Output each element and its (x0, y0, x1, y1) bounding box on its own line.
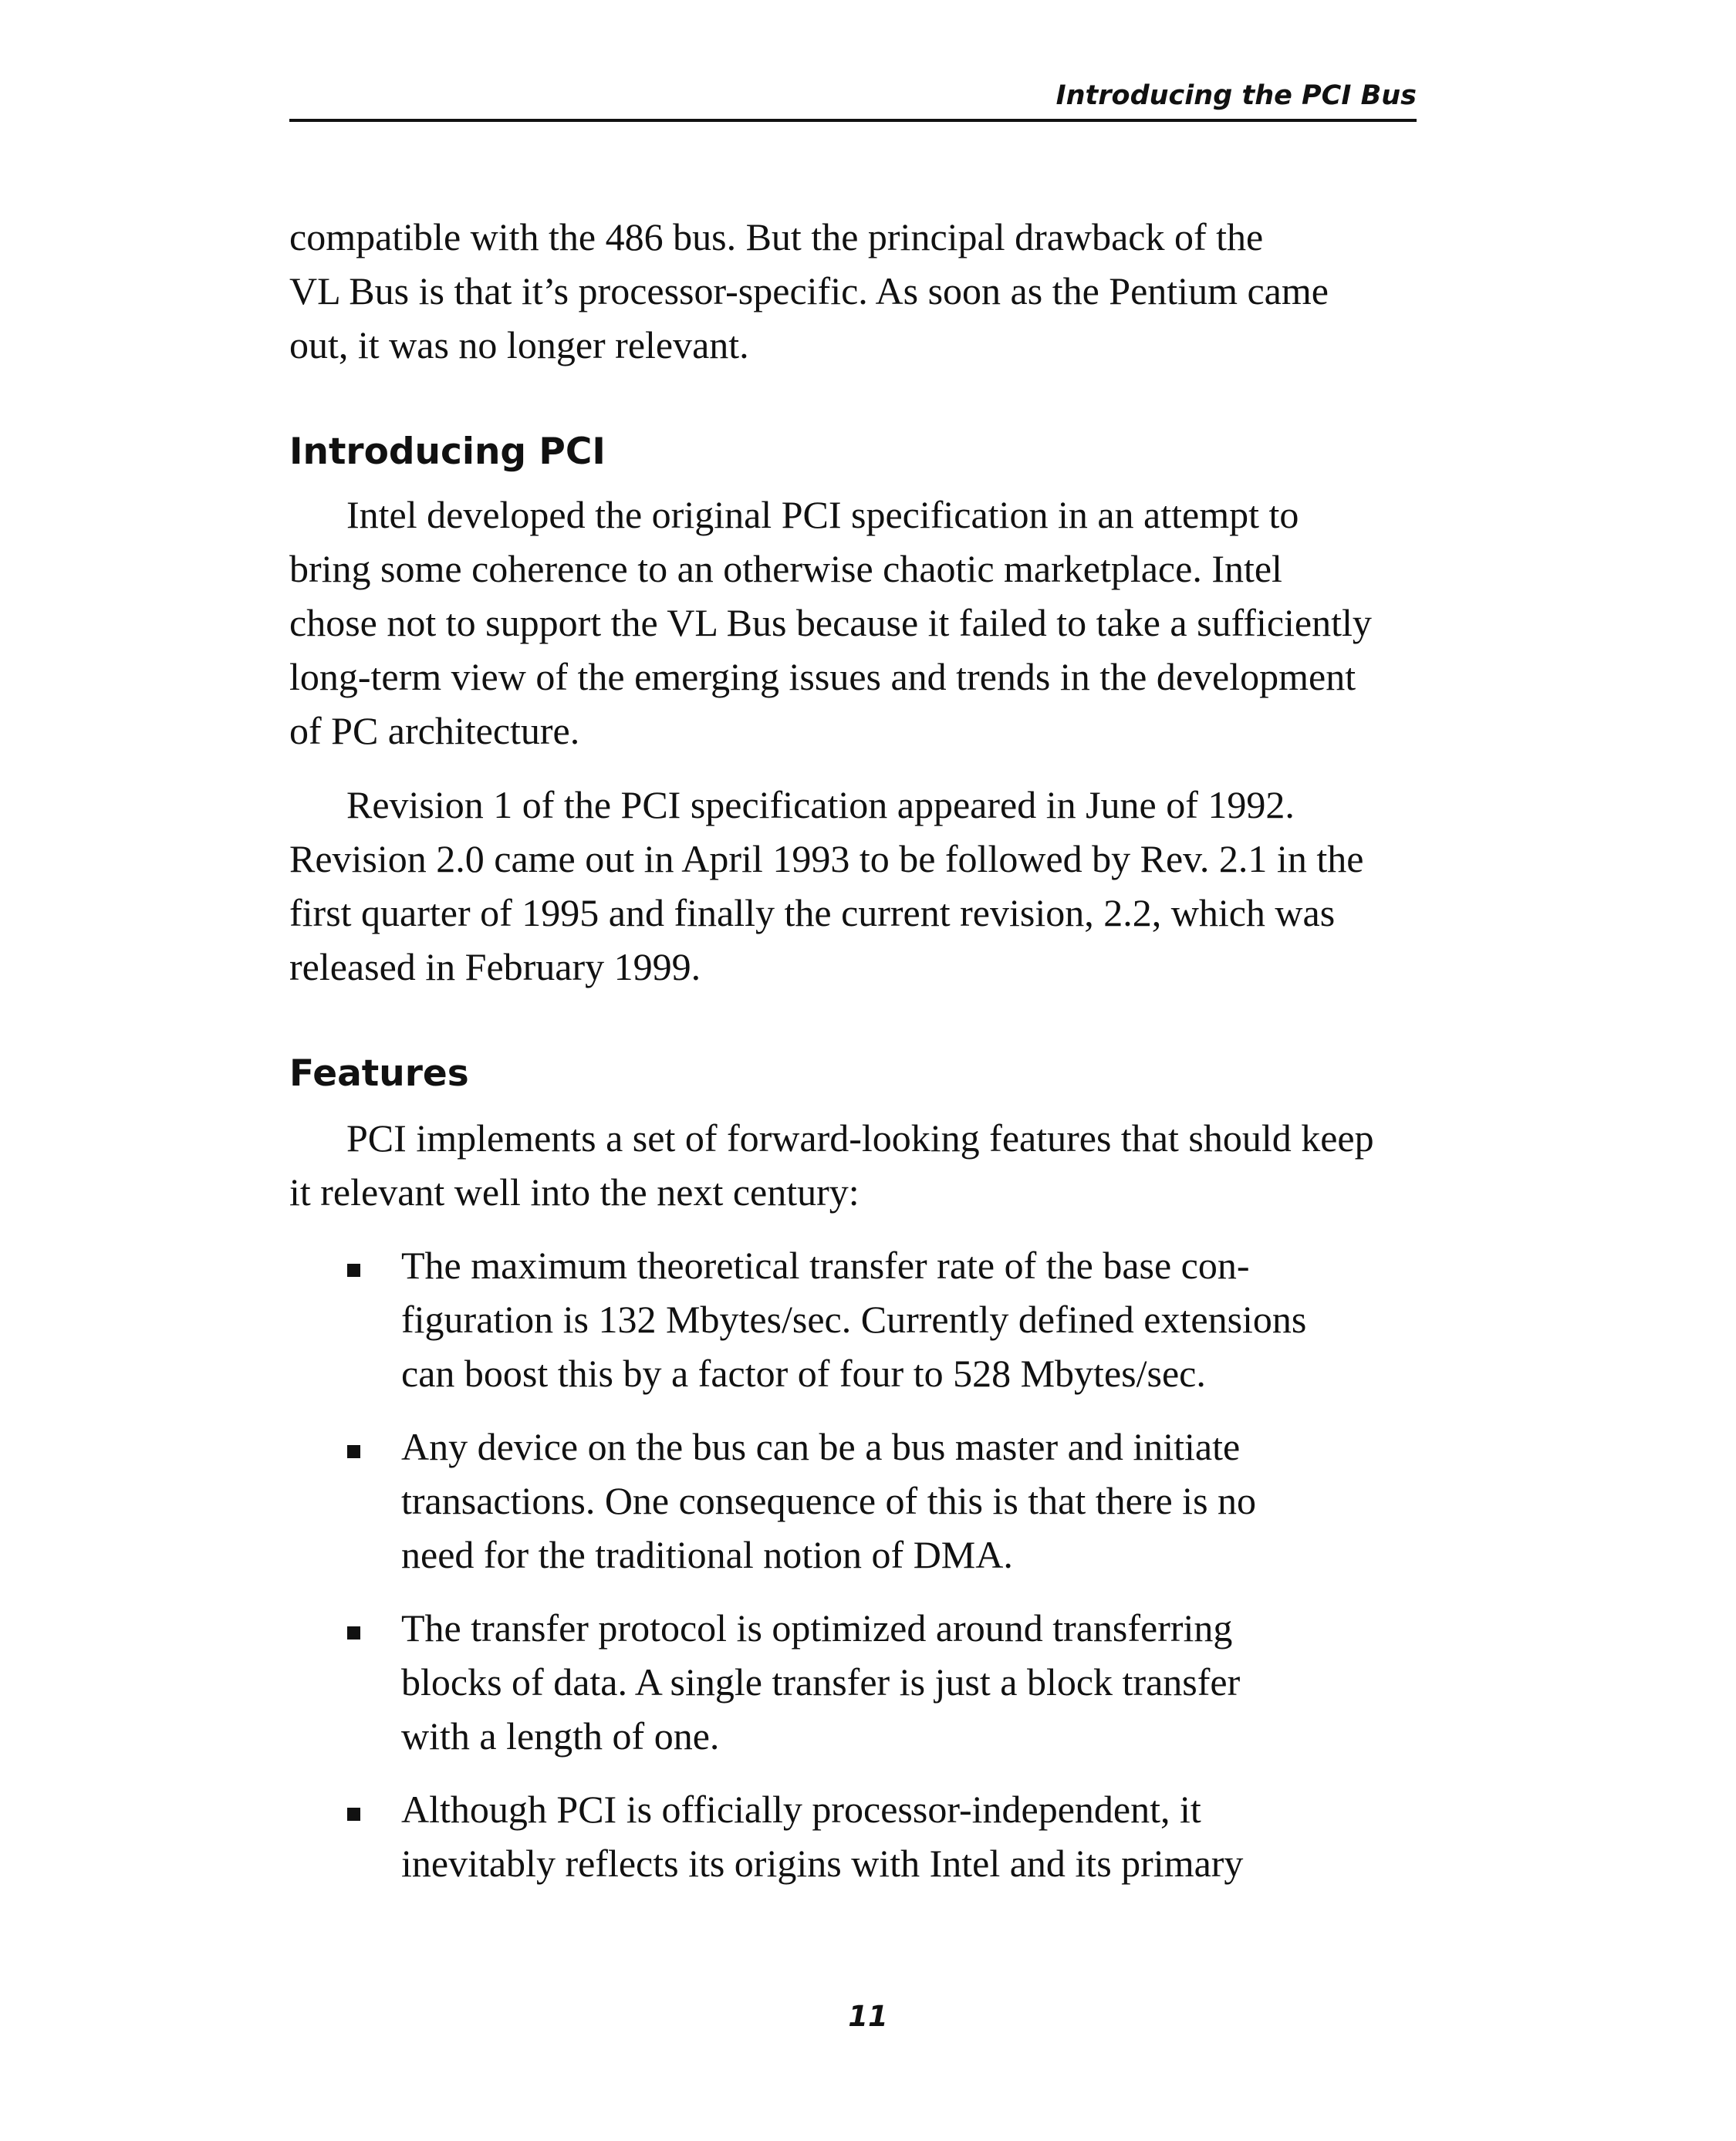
running-head (289, 77, 1417, 122)
section-heading-introducing-pci: Introducing PCI (289, 431, 606, 473)
text-line: The maximum theoretical transfer rate of the base con- (401, 1244, 1250, 1287)
intro-paragraph (289, 210, 1329, 372)
text-line: long-term view of the emerging issues and trends in the development (289, 655, 1356, 698)
text-line: transactions. One consequence of this is that there is no (401, 1479, 1257, 1522)
text-line: with a length of one. (401, 1714, 720, 1758)
text-line: Any device on the bus can be a bus master and initiate (401, 1425, 1241, 1468)
text-line: first quarter of 1995 and finally the current revision, 2.2, which was (289, 891, 1336, 934)
bullet-item (401, 1238, 1306, 1400)
text-line: chose not to support the VL Bus because it failed to take a sufficiently (289, 601, 1372, 644)
section-heading-features: Features (289, 1052, 469, 1095)
running-head-title: Introducing the PCI Bus (1055, 80, 1417, 111)
text-line: blocks of data. A single transfer is just a block transfer (401, 1660, 1241, 1704)
text-line: figuration is 132 Mbytes/sec. Currently defined extensions (401, 1298, 1307, 1341)
bullet-square-icon (347, 1264, 360, 1277)
text-line: can boost this by a factor of four to 528 Mbytes/sec. (401, 1352, 1206, 1395)
text-line: out, it was no longer relevant. (289, 323, 749, 366)
bullet-square-icon (347, 1445, 360, 1458)
paragraph-intel-developed (289, 488, 1372, 758)
bullet-item (401, 1601, 1240, 1763)
text-line: compatible with the 486 bus. But the principal drawback of the (289, 215, 1264, 258)
text-line: The transfer protocol is optimized around transferring (401, 1606, 1233, 1650)
page-number: 11 (848, 2000, 888, 2033)
bullet-square-icon (347, 1808, 360, 1821)
bullet-item (401, 1420, 1256, 1582)
paragraph-revision-history (289, 778, 1363, 994)
text-line: of PC architecture. (289, 709, 580, 752)
text-line: need for the traditional notion of DMA. (401, 1533, 1013, 1576)
text-line: VL Bus is that it’s processor-specific. As soon as the Pentium came (289, 269, 1329, 312)
bullet-item (401, 1782, 1243, 1890)
text-line: released in February 1999. (289, 945, 701, 988)
text-line: Revision 2.0 came out in April 1993 to be followed by Rev. 2.1 in the (289, 837, 1364, 880)
text-line: Revision 1 of the PCI specification appeared in June of 1992. (346, 783, 1295, 826)
text-line: it relevant well into the next century: (289, 1170, 860, 1214)
text-line: Although PCI is officially processor-independent, it (401, 1788, 1201, 1831)
text-line: inevitably reflects its origins with Intel and its primary (401, 1842, 1244, 1885)
bullet-square-icon (347, 1626, 360, 1640)
text-line: Intel developed the original PCI specification in an attempt to (346, 493, 1299, 536)
paragraph-features-intro (289, 1111, 1374, 1219)
text-line: PCI implements a set of forward-looking features that should keep (346, 1116, 1374, 1160)
text-line: bring some coherence to an otherwise chaotic marketplace. Intel (289, 547, 1282, 590)
